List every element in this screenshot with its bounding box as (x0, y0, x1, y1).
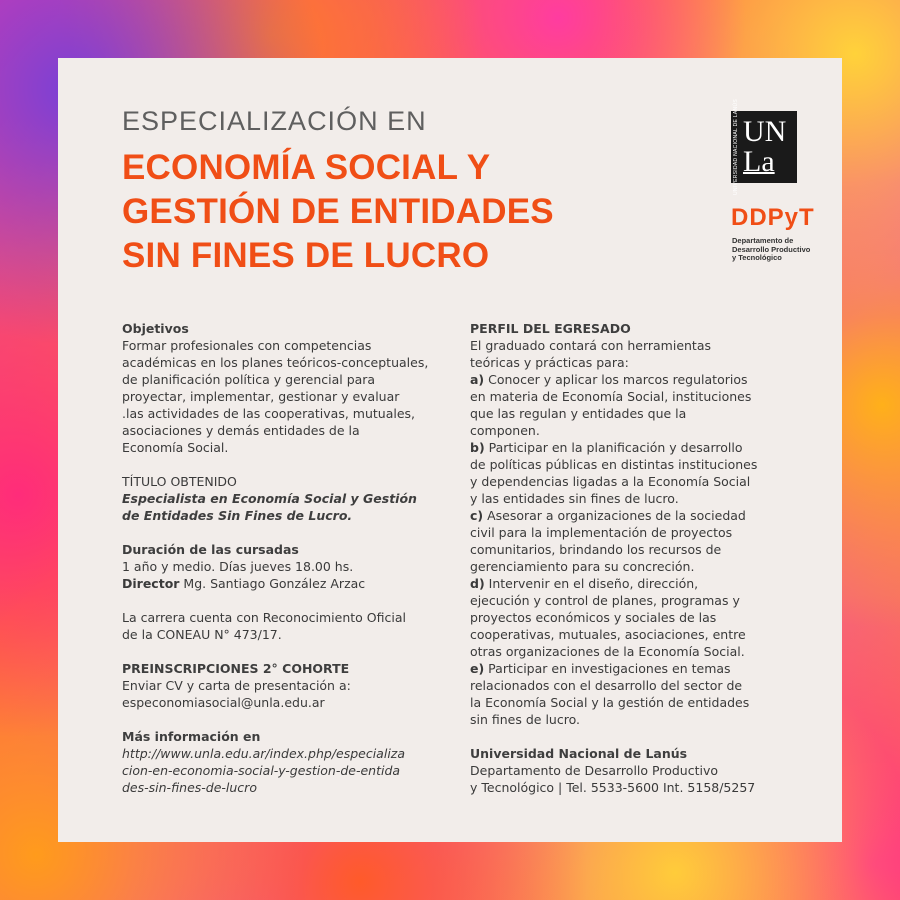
perfil-item-line: comunitarios, brindando los recursos de (470, 542, 722, 557)
perfil-item-letter: c) (470, 508, 484, 523)
contact-line: y Tecnológico | Tel. 5533-5600 Int. 5158/5257 (470, 780, 756, 795)
perfil-heading: PERFIL DEL EGRESADO (470, 321, 631, 336)
left-column (122, 320, 462, 796)
duracion-heading: Duración de las cursadas (122, 542, 299, 557)
director-name: Mg. Santiago González Arzac (179, 576, 366, 591)
perfil-item-line: civil para la implementación de proyectos (470, 525, 733, 540)
perfil-item-text: Participar en investigaciones en temas (484, 661, 731, 676)
perfil-item-letter: d) (470, 576, 485, 591)
objetivos-line: de planificación política y gerencial para (122, 372, 376, 387)
perfil-item-line: la Economía Social y la gestión de entidades (470, 695, 750, 710)
contact-email[interactable]: especonomiasocial@unla.edu.ar (122, 695, 325, 710)
perfil-item-line: cooperativas, mutuales, asociaciones, entre (470, 627, 746, 642)
unla-logo-top: UN (743, 115, 787, 148)
mas-info-heading: Más información en (122, 729, 261, 744)
perfil-item-line: y dependencias ligadas a la Economía Social (470, 474, 751, 489)
unla-logo (731, 98, 797, 196)
ddpyt-subtitle-line: Departamento de (732, 236, 794, 245)
unla-logo-vertical-text: UNIVERSIDAD NACIONAL DE LANÚS (733, 98, 740, 196)
director-label: Director (122, 576, 180, 591)
perfil-item-d (470, 575, 820, 592)
ddpyt-subtitle-line: y Tecnológico (732, 253, 782, 262)
director-line (122, 575, 462, 592)
program-title (122, 146, 642, 278)
perfil-item-line: componen. (470, 423, 540, 438)
perfil-item-text: Participar en la planificación y desarrollo (484, 440, 743, 455)
perfil-item-line: proyectos económicos y sociales de las (470, 610, 717, 625)
university-name: Universidad Nacional de Lanús (470, 746, 688, 761)
titulo-line: de Entidades Sin Fines de Lucro. (122, 508, 353, 523)
program-title-line: ECONOMÍA SOCIAL Y (122, 148, 491, 187)
preinscripciones-text: Enviar CV y carta de presentación a: (122, 678, 351, 693)
perfil-item-line: gerenciamiento para su concreción. (470, 559, 695, 574)
program-title-line: SIN FINES DE LUCRO (122, 236, 490, 275)
program-title-line: GESTIÓN DE ENTIDADES (122, 192, 554, 231)
titulo-line: Especialista en Economía Social y Gestión (122, 491, 417, 506)
objetivos-line: proyectar, implementar, gestionar y evaluar (122, 389, 400, 404)
info-url-line[interactable]: http://www.unla.edu.ar/index.php/especializa (122, 746, 406, 761)
duracion-text: 1 año y medio. Días jueves 18.00 hs. (122, 559, 354, 574)
perfil-item-line: sin fines de lucro. (470, 712, 580, 727)
objetivos-line: académicas en los planes teóricos-conceptuales, (122, 355, 429, 370)
perfil-item-letter: b) (470, 440, 485, 455)
perfil-item-line: ejecución y control de planes, programas y (470, 593, 740, 608)
objetivos-line: .las actividades de las cooperativas, mutuales, (122, 406, 416, 421)
perfil-item-text: Conocer y aplicar los marcos regulatorios (484, 372, 748, 387)
perfil-item-text: Asesorar a organizaciones de la sociedad (483, 508, 746, 523)
objetivos-line: asociaciones y demás entidades de la (122, 423, 360, 438)
perfil-item-line: relacionados con el desarrollo del sector de (470, 678, 743, 693)
perfil-item-a (470, 371, 820, 388)
reconocimiento-line: La carrera cuenta con Reconocimiento Oficial (122, 610, 406, 625)
perfil-intro-line: El graduado contará con herramientas (470, 338, 712, 353)
unla-logo-bottom: La (743, 145, 775, 178)
reconocimiento-line: de la CONEAU N° 473/17. (122, 627, 282, 642)
perfil-item-letter: a) (470, 372, 485, 387)
info-url-line[interactable]: des-sin-fines-de-lucro (122, 780, 257, 795)
program-type-heading: ESPECIALIZACIÓN EN (122, 106, 427, 136)
preinscripciones-heading: PREINSCRIPCIONES 2° COHORTE (122, 661, 350, 676)
perfil-item-line: en materia de Economía Social, instituciones (470, 389, 752, 404)
perfil-intro-line: teóricas y prácticas para: (470, 355, 629, 370)
perfil-item-line: y las entidades sin fines de lucro. (470, 491, 679, 506)
ddpyt-subtitle (732, 237, 832, 263)
perfil-item-c (470, 507, 820, 524)
objetivos-heading: Objetivos (122, 321, 189, 336)
perfil-item-b (470, 439, 820, 456)
ddpyt-subtitle-line: Desarrollo Productivo (732, 244, 811, 254)
titulo-heading: TÍTULO OBTENIDO (122, 474, 237, 489)
ddpyt-logo: DDPyT (731, 204, 815, 231)
perfil-item-e (470, 660, 820, 677)
right-column (470, 320, 820, 796)
perfil-item-line: que las regulan y entidades que la (470, 406, 687, 421)
info-card (58, 58, 842, 842)
objetivos-line: Economía Social. (122, 440, 229, 455)
perfil-item-line: de políticas públicas en distintas instituciones (470, 457, 758, 472)
department-line: Departamento de Desarrollo Productivo (470, 763, 718, 778)
perfil-item-line: otras organizaciones de la Economía Social. (470, 644, 745, 659)
objetivos-line: Formar profesionales con competencias (122, 338, 372, 353)
info-url-line[interactable]: cion-en-economia-social-y-gestion-de-entida (122, 763, 401, 778)
perfil-item-text: Intervenir en el diseño, dirección, (484, 576, 699, 591)
perfil-item-letter: e) (470, 661, 485, 676)
